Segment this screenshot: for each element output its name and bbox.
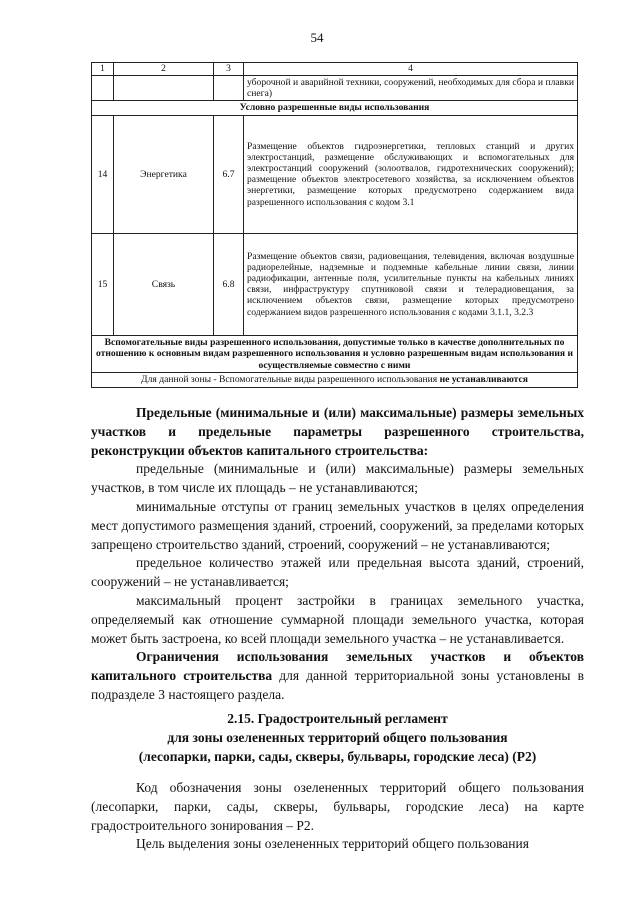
limits-section [91, 404, 584, 705]
limits-heading: Предельные (минимальные и (или) максимальные) размеры земельных участков и предельные параметры разрешенного строительства, реконструкции объектов капитального строительства: [91, 405, 584, 458]
col-header-3: 3 [214, 63, 244, 76]
row-number: 14 [92, 115, 114, 233]
aux-note-row [92, 373, 578, 387]
row-number: 15 [92, 233, 114, 335]
row-use-code: 6.8 [214, 233, 244, 335]
regulation-body [91, 779, 584, 854]
row-use-code: 6.7 [214, 115, 244, 233]
regulation-paragraph: Код обозначения зоны озелененных территорий общего пользования (лесопарки, парки, сады, скверы, бульвары, городские леса) на карте градостроительного зонирования – Р2. [91, 780, 584, 833]
limits-item: минимальные отступы от границ земельных участков в целях определения мест допустимого размещения зданий, строений, сооружений, за пределами которых запрещено строительство зданий, строений, сооружений – не устанавливаются; [91, 498, 584, 552]
land-use-table [91, 62, 578, 388]
regulation-title-line: (лесопарки, парки, сады, скверы, бульвары, городские леса) (Р2) [138, 749, 537, 764]
row-description: Размещение объектов гидроэнергетики, тепловых станций и других электростанций, размещение обслуживающих и вспомогательных для электростанций сооружений (золоотвалов, гидротехнических сооружений); размещение объектов электросетевого хозяйства, за исключением объектов энергетики, размещение которых предусмотрено содержанием вида разрешенного использования с кодом 3.1 [244, 115, 578, 233]
regulation-title-line: 2.15. Градостроительный регламент [227, 711, 448, 726]
aux-section-title: Вспомогательные виды разрешенного использования, допустимые только в качестве дополнительных по отношению к основным видам разрешенного использования и условно разрешенным видам использования и осуществляемые совместно с ними [92, 335, 578, 373]
regulation-title [91, 709, 584, 766]
table-header-row [92, 63, 578, 76]
row-use-name: Энергетика [114, 115, 214, 233]
conditional-section-row [92, 101, 578, 115]
aux-note [92, 373, 578, 387]
conditional-section-title: Условно разрешенные виды использования [92, 101, 578, 115]
row-description: Размещение объектов связи, радиовещания, телевидения, включая воздушные радиорелейные, надземные и подземные кабельные линии связи, линии радиофикации, антенные поля, усилительные пункты на кабельных линиях связи, инфраструктуру спутниковой связи и телерадиовещания, за исключением объектов связи, размещение которых предусмотрено содержанием видов разрешенного использования с кодами 3.1.1, 3.2.3 [244, 233, 578, 335]
table-row [92, 115, 578, 233]
row-use-name: Связь [114, 233, 214, 335]
col-header-4: 4 [244, 63, 578, 76]
regulation-paragraph: Цель выделения зоны озелененных территорий общего пользования [136, 836, 529, 852]
table-row [92, 233, 578, 335]
restrictions-bold: Ограничения использования земельных участков и объектов капитального строительства [91, 649, 584, 684]
aux-note-bold: не устанавливаются [439, 374, 528, 386]
restrictions-rest: для данной территориальной зоны установлены в подразделе 3 настоящего раздела. [91, 668, 584, 702]
limits-item: максимальный процент застройки в границах земельного участка, определяемый как отношение суммарной площади земельного участка, которая может быть застроена, ко всей площади земельного участка – не устанавливается. [91, 592, 584, 646]
aux-note-prefix: Для данной зоны - Вспомогательные виды разрешенного использования [141, 374, 440, 386]
limits-item: предельные (минимальные и (или) максимальные) размеры земельных участков, в том числе их площадь – не устанавливаются; [91, 461, 584, 496]
regulation-title-line: для зоны озелененных территорий общего пользования [167, 730, 508, 745]
restrictions-paragraph [91, 648, 584, 704]
col-header-2: 2 [114, 63, 214, 76]
continuation-text: уборочной и аварийной техники, сооружений, необходимых для сбора и плавки снега) [244, 76, 578, 101]
aux-section-row [92, 335, 578, 373]
limits-item: предельное количество этажей или предельная высота зданий, строений, сооружений – не устанавливается; [91, 555, 584, 590]
col-header-1: 1 [92, 63, 114, 76]
page-number: 54 [310, 30, 324, 45]
continuation-row [92, 76, 578, 101]
